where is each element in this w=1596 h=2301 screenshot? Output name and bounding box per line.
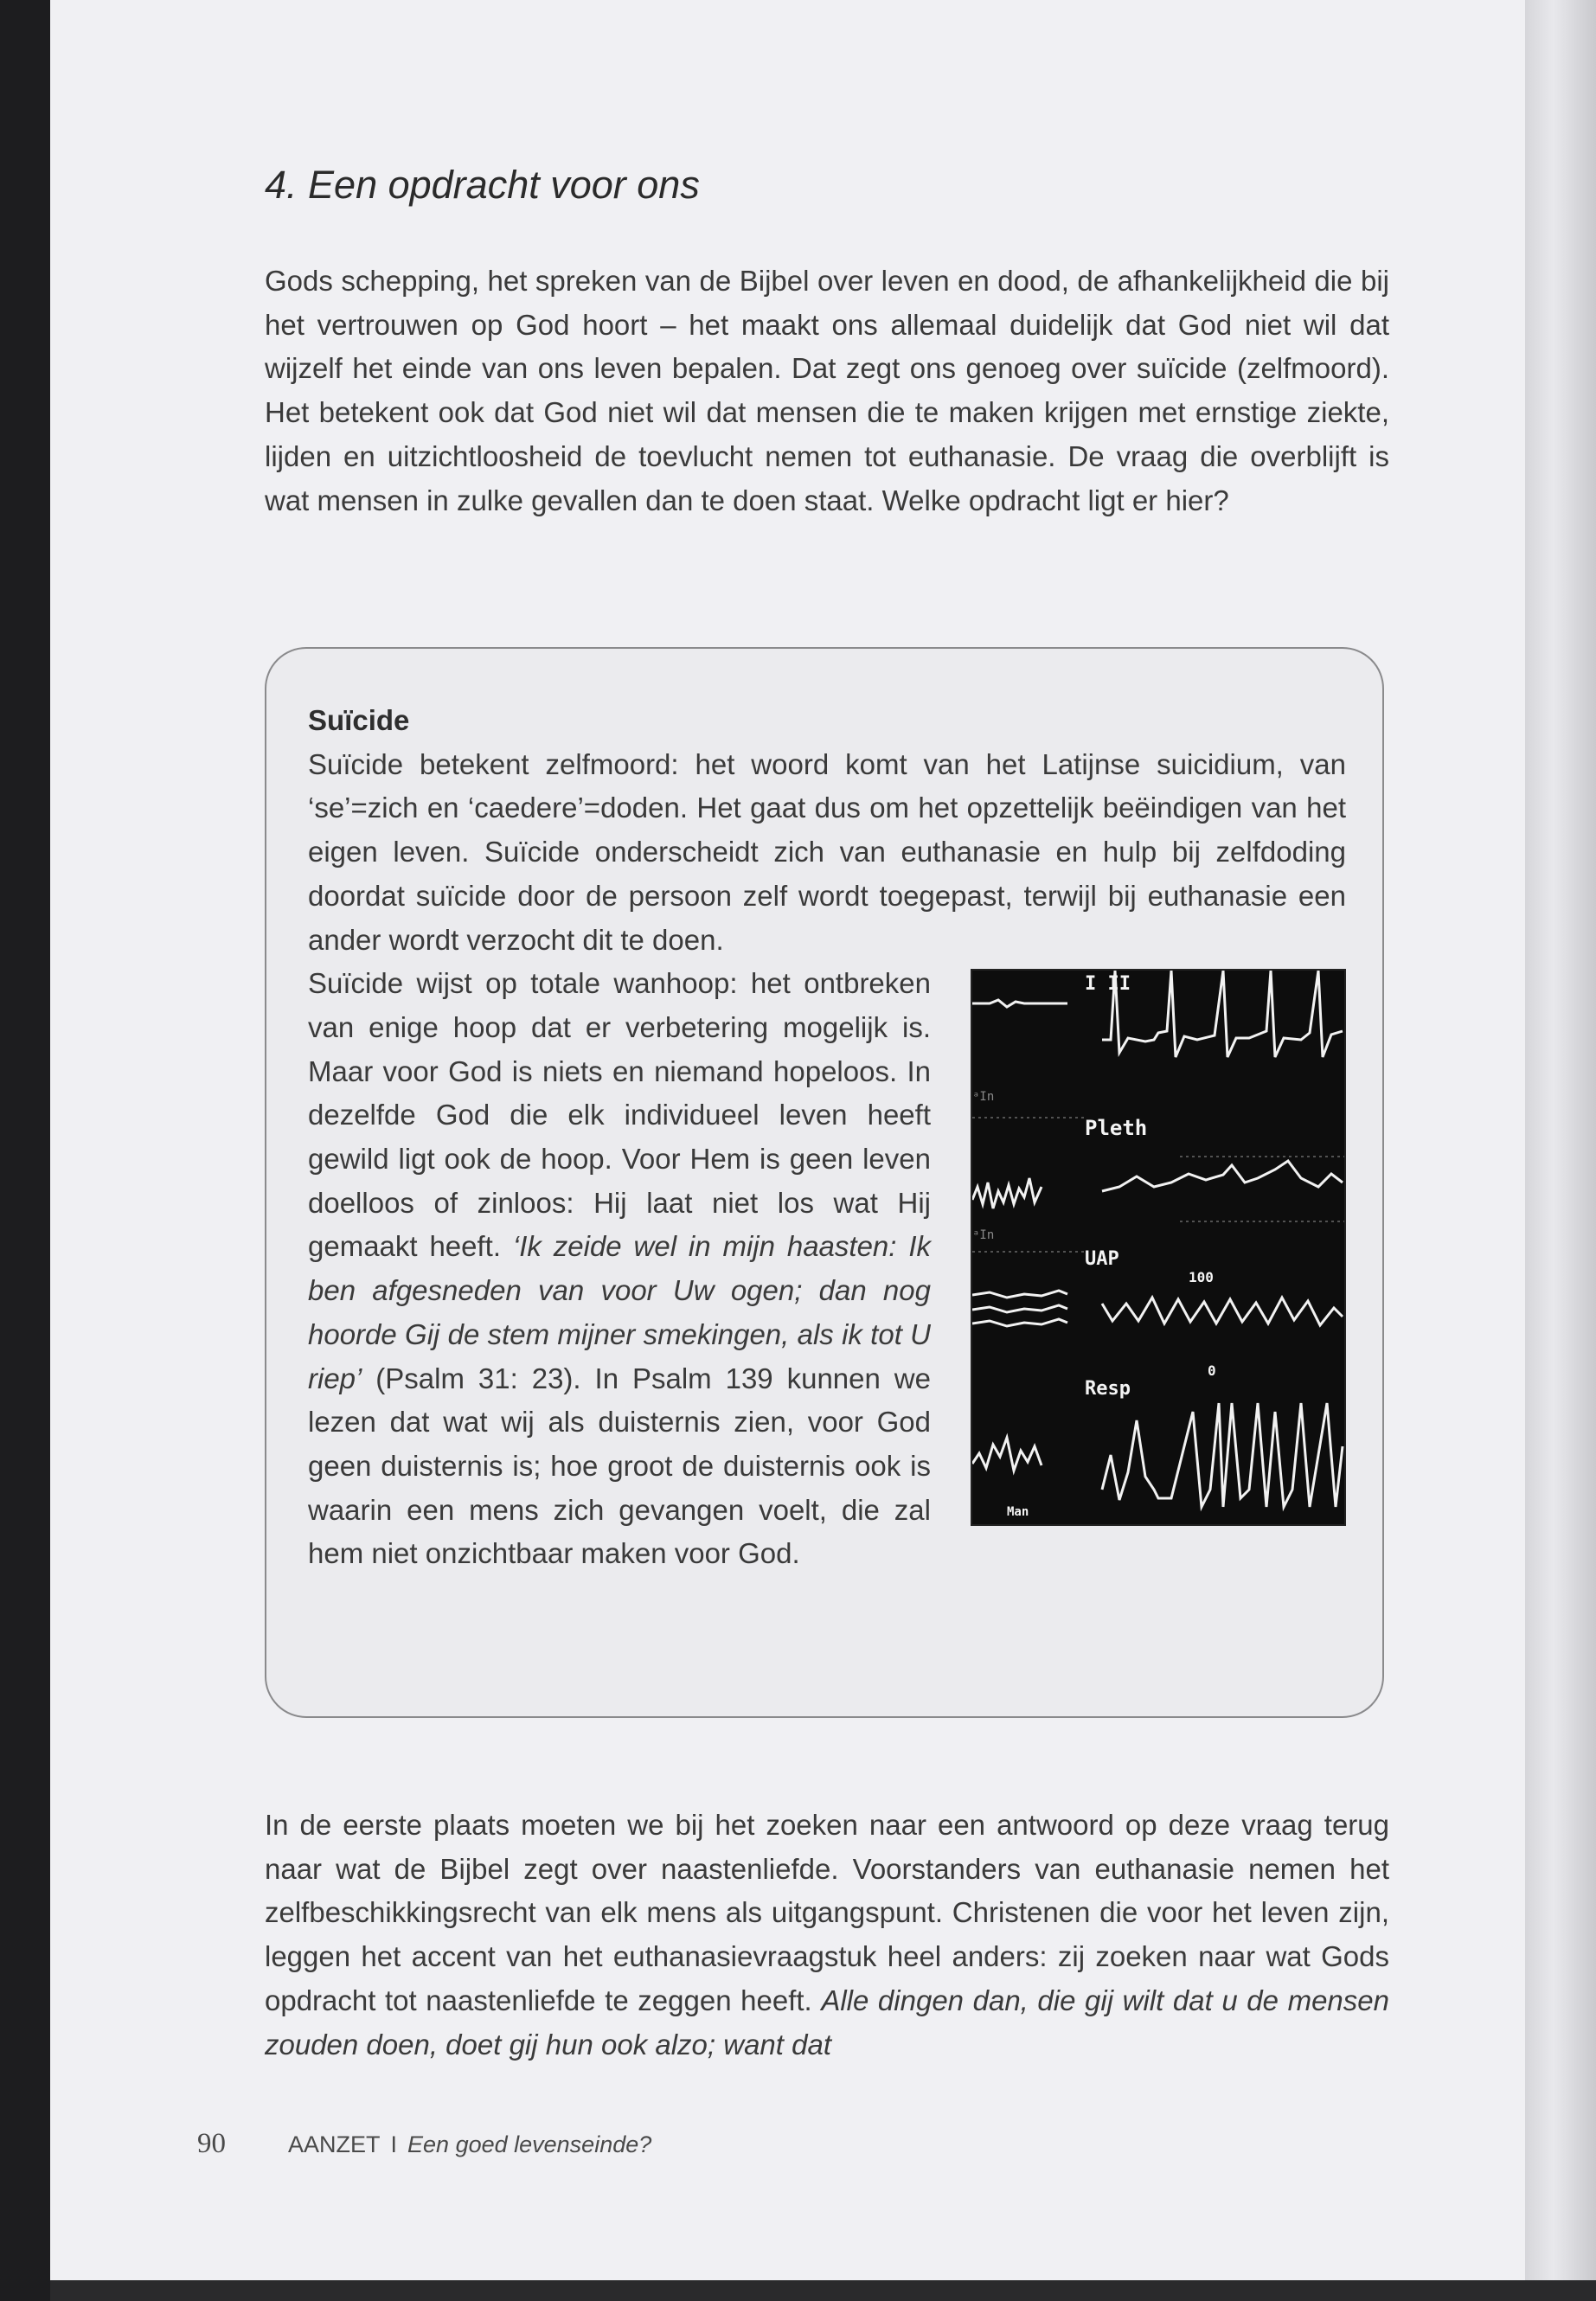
book-subtitle: Een goed levenseinde? <box>407 2131 652 2157</box>
psalm-quote: ‘Ik zeide wel in mijn haasten: Ik ben afgesneden van voor Uw ogen; dan nog hoorde Gij de stem mijner smekingen, als ik tot U riep’ <box>308 1230 931 1394</box>
uap-trace-left-3 <box>972 1319 1067 1326</box>
closing-text: In de eerste plaats moeten we bij het zoeken naar een antwoord op deze vraag terug naar wat de Bijbel zegt over naastenliefde. Voorstanders van euthanasie nemen het zelfbeschikkingsrecht van elk mens als uitgangspunt. Christenen die voor het leven zijn, leggen het accent van het euthanasievraagstuk heel anders: zij zoeken naar wat Gods opdracht tot naastenliefde te zeggen heeft. <box>265 1809 1389 2016</box>
monitor-waveforms <box>972 971 1344 1524</box>
resp-label: Resp <box>1085 1377 1131 1400</box>
pleth-label: Pleth <box>1085 1115 1148 1140</box>
closing-paragraph <box>265 1804 1389 2067</box>
info-box-text <box>308 743 1346 1576</box>
small-label-2: ᵃIn <box>972 1227 995 1242</box>
suicide-info-box <box>265 647 1384 1718</box>
uap-label: UAP <box>1085 1247 1119 1270</box>
uap-value: 100 <box>1189 1268 1214 1285</box>
page-edge-right <box>1525 0 1596 2301</box>
lead-label: I II <box>1085 972 1131 995</box>
info-box-title: Suïcide <box>308 704 410 736</box>
uap-trace-left-2 <box>972 1305 1067 1312</box>
heart-monitor-photo <box>971 969 1346 1526</box>
page-edge-bottom <box>50 2280 1596 2301</box>
man-label: Man <box>1007 1504 1029 1519</box>
intro-paragraph: Gods schepping, het spreken van de Bijbel over leven en dood, de afhankelijkheid die bij het vertrouwen op God hoort – het maakt ons allemaal duidelijk dat God niet wil dat wijzelf het einde van ons leven bepalen. Dat zegt ons genoeg over suïcide (zelfmoord). Het betekent ook dat God niet wil dat mensen die te maken krijgen met ernstige ziekte, lijden en uitzichtloosheid de toevlucht nemen tot euthanasie. De vraag die overblijft is wat mensen in zulke gevallen dan te doen staat. Welke opdracht ligt er hier? <box>265 265 1389 516</box>
info-box-content <box>308 699 1346 1576</box>
ecg-trace <box>972 1000 1067 1007</box>
section-heading: 4. Een opdracht voor ons <box>265 163 700 207</box>
closing-quote: Alle dingen dan, die gij wilt dat u de mensen zouden doen, doet gij hun ook alzo; want dat <box>265 1984 1389 2061</box>
small-label-1: ᵃIn <box>972 1089 995 1104</box>
pleth-trace <box>1102 1161 1343 1191</box>
uap-trace <box>1102 1298 1343 1325</box>
info-box-paragraph-1: Suïcide betekent zelfmoord: het woord komt van het Latijnse suicidium, van ‘se’=zich en ‘caedere’=doden. Het gaat dus om het opzettelijk beëindigen van het eigen leven. Suïcide onderscheidt zich van euthanasie en hulp bij zelfdoding doordat suïcide door de persoon zelf wordt toegepast, terwijl bij euthanasie een ander wordt verzocht dit te doen. <box>308 747 1346 956</box>
resp-value: 0 <box>1208 1362 1216 1379</box>
running-footer <box>288 2131 651 2158</box>
footer-separator: I <box>390 2131 398 2157</box>
info-box-paragraph-2-end: (Psalm 31: 23). In Psalm 139 kunnen we lezen dat wat wij als duisternis zien, voor God geen duisternis is; hoe groot de duisternis ook is waarin een mens zich gevangen voelt, die zal hem niet onzichtbaar maken voor God. <box>308 1362 931 1570</box>
resp-trace-left <box>972 1438 1042 1471</box>
info-box-paragraph-2: Suïcide wijst op totale wanhoop: het ontbreken van enige hoop dat er verbetering mogelijk is. Maar voor God is niets en niemand hopeloos. In dezelfde God die elk individueel leven heeft gewild ligt ook de hoop. Voor Hem is geen leven doelloos of zinloos: Hij laat niet los wat Hij gemaakt heeft. <box>308 967 931 1263</box>
ecg-trace-2 <box>1102 971 1343 1057</box>
uap-trace-left <box>972 1291 1067 1298</box>
series-name: AANZET <box>288 2131 381 2157</box>
pleth-trace-left <box>972 1178 1042 1208</box>
page-number: 90 <box>197 2128 226 2159</box>
resp-trace <box>1102 1403 1343 1507</box>
